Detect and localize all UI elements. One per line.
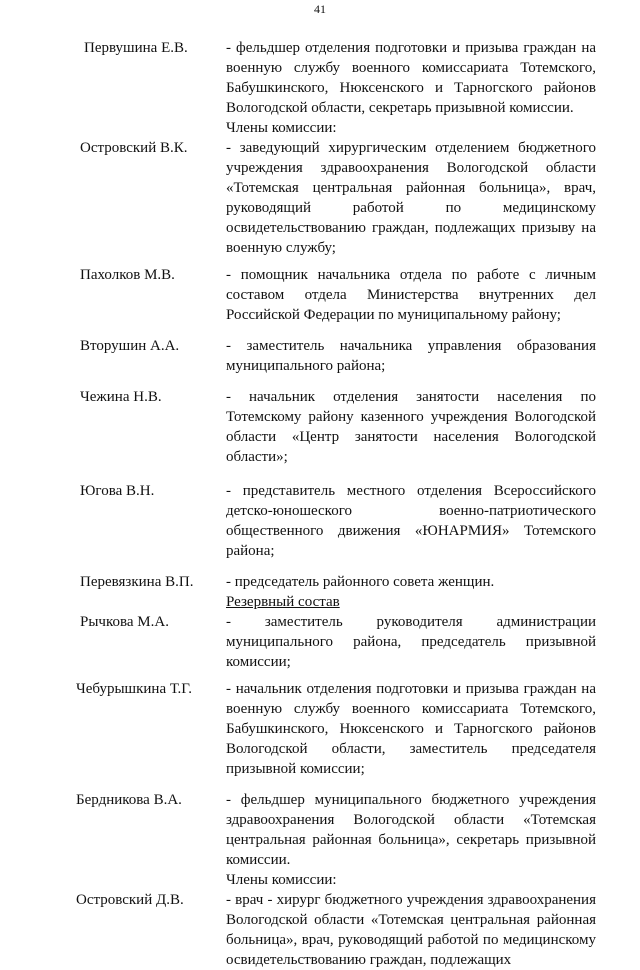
person-name: Чебурышкина Т.Г. <box>76 681 192 697</box>
person-name: Островский В.К. <box>80 140 188 156</box>
person-description: - начальник отделения подготовки и призыва граждан на военную службу военного комиссариата Тотемского, Бабушкинского, Нюксенского и Тарногского районов Вологодской области, заместитель председателя призывной комиссии; <box>226 681 596 777</box>
document-body <box>0 38 640 970</box>
section-heading-reserve <box>226 592 640 612</box>
person-name: Чежина Н.В. <box>80 389 162 405</box>
list-item <box>0 138 640 258</box>
section-heading-members-2: Члены комиссии: <box>226 872 337 888</box>
person-description: - начальник отделения занятости населения по Тотемскому району казенного учреждения Вологодской области «Центр занятости населения Вологодской области»; <box>226 389 596 465</box>
list-item <box>0 890 640 970</box>
person-name: Югова В.Н. <box>80 483 155 499</box>
list-item <box>0 387 640 467</box>
person-description: - заведующий хирургическим отделением бюджетного учреждения здравоохранения Вологодской области «Тотемская центральная районная больница», врач, руководящий работой по медицинскому освидетельствованию граждан, подлежащих призыву на военную службу; <box>226 140 596 256</box>
person-name: Первушина Е.В. <box>84 40 188 56</box>
person-name: Бердникова В.А. <box>76 792 182 808</box>
person-name: Рычкова М.А. <box>80 614 169 630</box>
page-number: 41 <box>314 2 326 16</box>
list-item <box>0 38 640 118</box>
person-description: - врач - хирург бюджетного учреждения здравоохранения Вологодской области «Тотемская центральная районная больница», врач, руководящий работой по медицинскому освидетельствованию граждан, подлежащих <box>226 892 596 968</box>
person-description: - фельдшер муниципального бюджетного учреждения здравоохранения Вологодской области «Тотемская центральная районная больница», секретарь призывной комиссии. <box>226 792 596 868</box>
person-description: - заместитель начальника управления образования муниципального района; <box>226 338 596 374</box>
list-item <box>0 572 640 592</box>
person-description: - фельдшер отделения подготовки и призыва граждан на военную службу военного комиссариата Тотемского, Бабушкинского, Нюксенского и Тарногского районов Вологодской области, секретарь призывной комиссии. <box>226 40 596 116</box>
list-item <box>0 265 640 325</box>
list-item <box>0 481 640 561</box>
person-name: Островский Д.В. <box>76 892 184 908</box>
person-description: - заместитель руководителя администрации муниципального района, председатель призывной комиссии; <box>226 614 596 670</box>
person-description: - представитель местного отделения Всероссийского детско-юношеского военно-патриотического общественного движения «ЮНАРМИЯ» Тотемского района; <box>226 483 596 559</box>
list-item <box>0 679 640 779</box>
section-heading-members: Члены комиссии: <box>226 120 337 136</box>
person-name: Перевязкина В.П. <box>80 574 194 590</box>
list-item <box>0 612 640 672</box>
person-name: Вторушин А.А. <box>80 338 180 354</box>
list-item <box>0 790 640 870</box>
person-description: - помощник начальника отдела по работе с личным составом отдела Министерства внутренних дел Российской Федерации по муниципальному району; <box>226 267 596 323</box>
reserve-heading-text: Резервный состав <box>226 594 340 610</box>
person-description: - председатель районного совета женщин. <box>226 574 495 590</box>
list-item <box>0 336 640 376</box>
person-name: Пахолков М.В. <box>80 267 175 283</box>
